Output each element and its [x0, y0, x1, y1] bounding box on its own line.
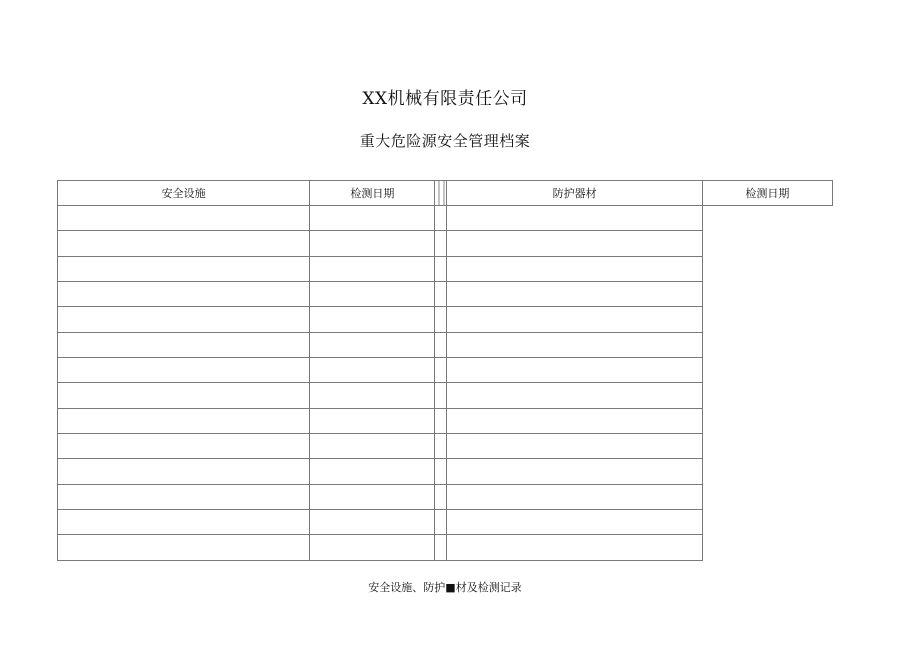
- facility-cell: [58, 434, 310, 459]
- left-date-cell: [310, 408, 435, 433]
- equipment-cell: [435, 256, 447, 281]
- table-row: [58, 307, 833, 332]
- right-date-cell: [447, 510, 702, 535]
- table-row: [58, 206, 833, 231]
- company-title: XX机械有限责任公司: [362, 89, 528, 109]
- left-date-cell: [310, 332, 435, 357]
- table-row: [58, 510, 833, 535]
- facility-cell: [58, 332, 310, 357]
- right-date-cell: [447, 332, 702, 357]
- facility-cell: [58, 535, 310, 561]
- left-date-cell: [310, 358, 435, 383]
- table-row: [58, 535, 833, 561]
- table-row: [58, 383, 833, 408]
- facility-cell: [58, 459, 310, 484]
- right-date-cell: [447, 408, 702, 433]
- header-safety-facility: 安全设施: [58, 181, 310, 206]
- equipment-cell: [435, 206, 447, 231]
- right-date-cell: [447, 383, 702, 408]
- left-date-cell: [310, 307, 435, 332]
- column-separator: [435, 181, 447, 206]
- facility-cell: [58, 256, 310, 281]
- left-date-cell: [310, 484, 435, 509]
- equipment-cell: [435, 307, 447, 332]
- facility-cell: [58, 282, 310, 307]
- left-date-cell: [310, 231, 435, 256]
- equipment-cell: [435, 282, 447, 307]
- left-date-cell: [310, 206, 435, 231]
- safety-record-table: [57, 180, 833, 561]
- facility-cell: [58, 484, 310, 509]
- right-date-cell: [447, 459, 702, 484]
- right-date-cell: [447, 206, 702, 231]
- right-date-cell: [447, 535, 702, 561]
- equipment-cell: [435, 484, 447, 509]
- equipment-cell: [435, 510, 447, 535]
- table-row: [58, 332, 833, 357]
- equipment-cell: [435, 459, 447, 484]
- header-right-inspection-date: 检测日期: [702, 181, 832, 206]
- table-header-row: [58, 181, 833, 206]
- document-title: 重大危险源安全管理档案: [359, 132, 531, 150]
- table-row: [58, 358, 833, 383]
- equipment-cell: [435, 434, 447, 459]
- left-date-cell: [310, 256, 435, 281]
- table-row: [58, 231, 833, 256]
- equipment-cell: [435, 332, 447, 357]
- left-date-cell: [310, 535, 435, 561]
- left-date-cell: [310, 510, 435, 535]
- facility-cell: [58, 510, 310, 535]
- facility-cell: [58, 231, 310, 256]
- header-left-inspection-date: 检测日期: [310, 181, 435, 206]
- table-row: [58, 459, 833, 484]
- right-date-cell: [447, 307, 702, 332]
- right-date-cell: [447, 358, 702, 383]
- table-row: [58, 408, 833, 433]
- footer-caption: 安全设施、防护■材及检测记录: [368, 581, 522, 594]
- right-date-cell: [447, 282, 702, 307]
- facility-cell: [58, 206, 310, 231]
- right-date-cell: [447, 434, 702, 459]
- table-row: [58, 256, 833, 281]
- equipment-cell: [435, 231, 447, 256]
- facility-cell: [58, 307, 310, 332]
- right-date-cell: [447, 256, 702, 281]
- left-date-cell: [310, 383, 435, 408]
- right-date-cell: [447, 484, 702, 509]
- table-body: [58, 206, 833, 561]
- equipment-cell: [435, 383, 447, 408]
- right-date-cell: [447, 231, 702, 256]
- facility-cell: [58, 358, 310, 383]
- left-date-cell: [310, 282, 435, 307]
- header-protective-equipment: 防护器材: [447, 181, 702, 206]
- table-row: [58, 484, 833, 509]
- left-date-cell: [310, 459, 435, 484]
- table-row: [58, 282, 833, 307]
- equipment-cell: [435, 358, 447, 383]
- table-row: [58, 434, 833, 459]
- equipment-cell: [435, 408, 447, 433]
- equipment-cell: [435, 535, 447, 561]
- facility-cell: [58, 408, 310, 433]
- left-date-cell: [310, 434, 435, 459]
- facility-cell: [58, 383, 310, 408]
